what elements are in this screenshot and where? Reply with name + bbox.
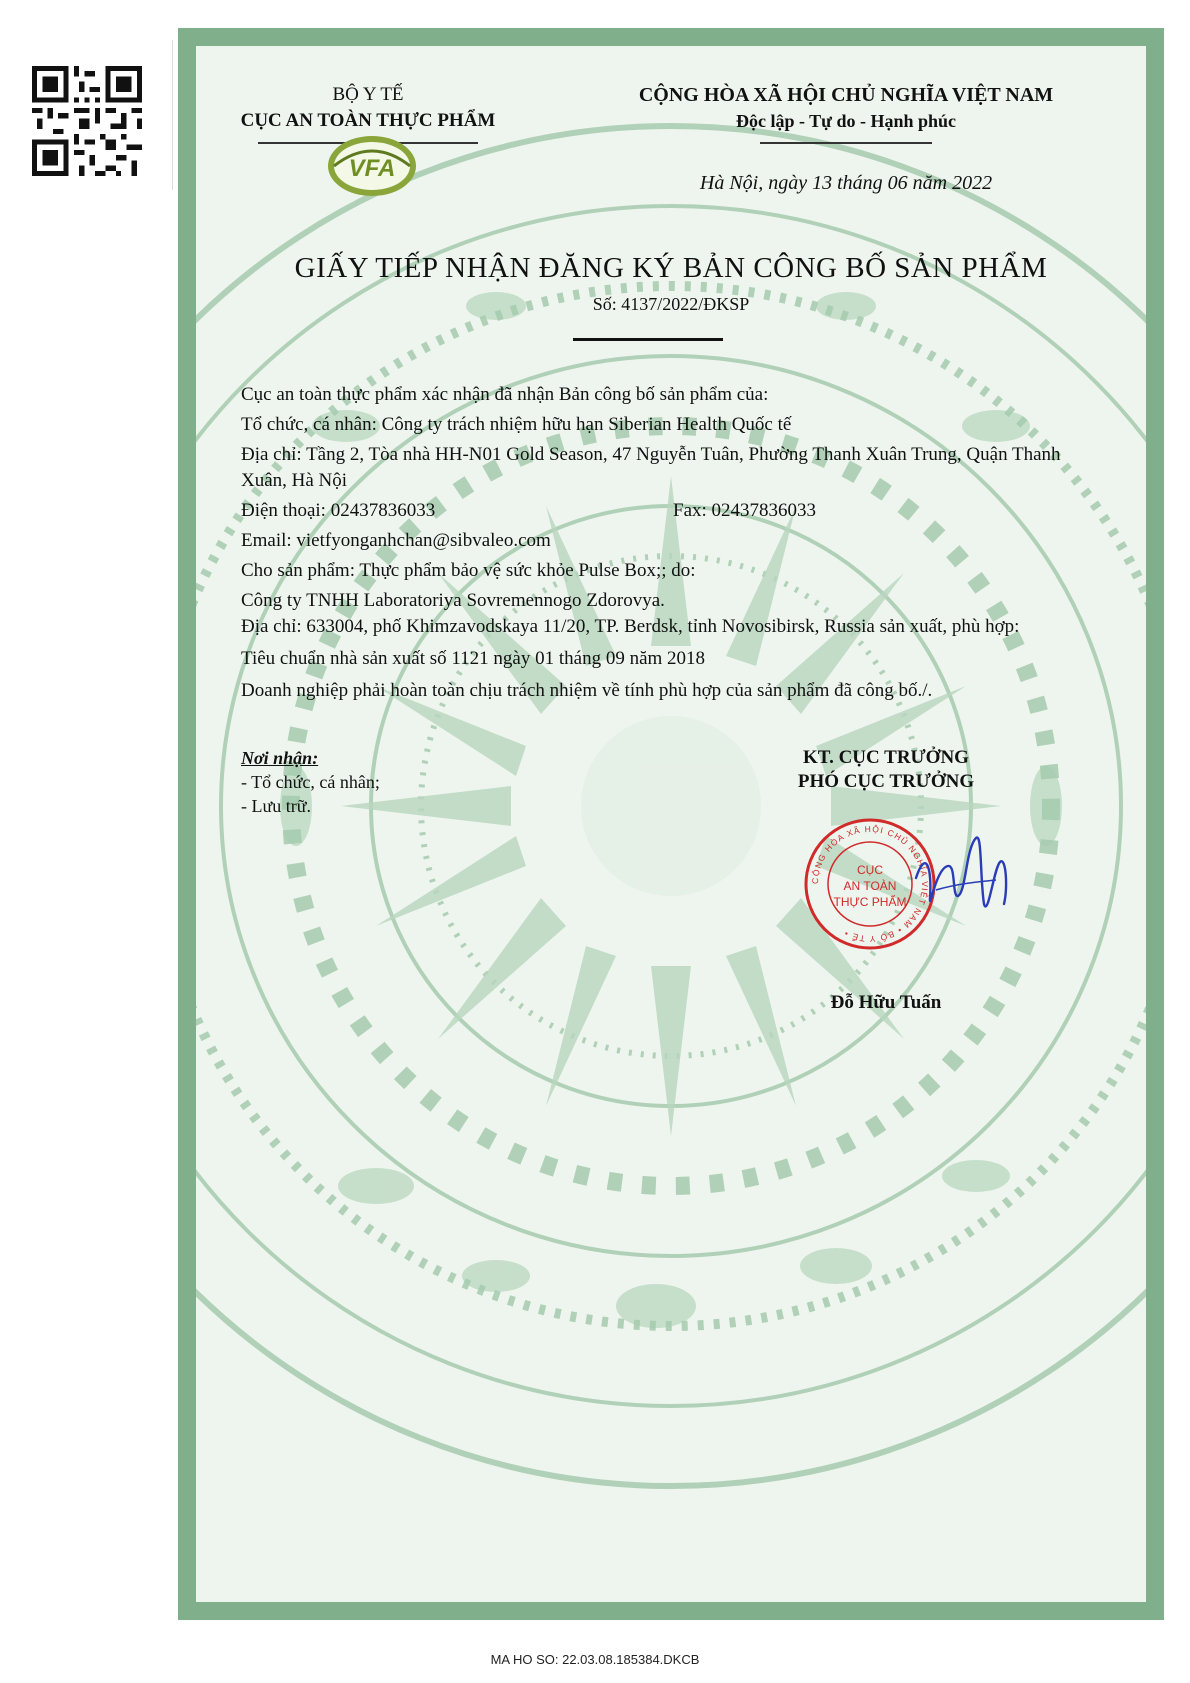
motto-underline [760,142,932,144]
certificate-body [241,382,1066,704]
organization-line: Tổ chức, cá nhân: Công ty trách nhiệm hữu hạn Siberian Health Quốc tế [241,414,792,435]
certificate-paper [196,46,1146,1602]
stamp-line2: AN TOÀN [843,879,897,893]
signatory-title-line1: KT. CỤC TRƯỞNG [803,747,969,768]
handwritten-signature [896,808,1026,938]
signatory-name: Đỗ Hữu Tuấn [830,992,942,1013]
department-name: CỤC AN TOÀN THỰC PHẨM [240,110,496,131]
vfa-logo [324,126,420,202]
vfa-logo-text: VFA [348,155,396,182]
ministry-name: BỘ Y TẾ [332,84,404,105]
product-line: Cho sản phẩm: Thực phẩm bảo vệ sức khỏe Pulse Box;; do: [241,560,696,581]
recipients-label: Nơi nhận: [241,748,319,768]
national-motto: Độc lập - Tự do - Hạnh phúc [735,111,957,131]
recipients-block [241,746,380,818]
signatory-title [756,746,1016,794]
responsibility-line: Doanh nghiệp phải hoàn toàn chịu trách nhiệm về tính phù hợp của sản phẩm đã công bố./. [241,680,933,701]
email-line: Email: vietfyonganhchan@sibvaleo.com [241,530,551,551]
qr-code [32,66,142,176]
recipient-item: - Tổ chức, cá nhân; [241,772,380,792]
title-underline [573,338,723,341]
country-name: CỘNG HÒA XÃ HỘI CHỦ NGHĨA VIỆT NAM [638,84,1054,106]
address-line: Địa chỉ: Tầng 2, Tòa nhà HH-N01 Gold Season, 47 Nguyễn Tuân, Phường Thanh Xuân Trung, Quận Thanh Xuân, Hà Nội [241,444,1061,491]
recipient-item: - Lưu trữ. [241,796,311,816]
stamp-line3: THỰC PHẨM [833,895,907,909]
standard-line: Tiêu chuẩn nhà sản xuất số 1121 ngày 01 tháng 09 năm 2018 [241,648,706,669]
contact-row [241,498,1066,524]
stamp-ring-text: CỘNG HÒA XÃ HỘI CHỦ NGHĨA VIỆT NAM • BỘ Y TẾ • [809,823,931,945]
issue-date: Hà Nội, ngày 13 tháng 06 năm 2022 [699,172,993,194]
fax-line: Fax: 02437836033 [673,500,817,521]
manufacturer-line: Công ty TNHH Laboratoriya Sovremennogo Zdorovya. [241,590,665,611]
stamp-line1: CỤC [857,863,883,877]
certificate-frame [178,28,1164,1620]
document-number: Số: 4137/2022/ĐKSP [592,294,750,314]
qr-separator [172,40,173,190]
dossier-code: MA HO SO: 22.03.08.185384.DKCB [490,1652,700,1667]
intro-text: Cục an toàn thực phẩm xác nhận đã nhận Bản công bố sản phẩm của: [241,384,769,405]
signatory-title-line2: PHÓ CỤC TRƯỞNG [797,771,975,792]
national-header [586,82,1106,134]
phone-line: Điện thoại: 02437836033 [241,500,436,521]
manufacturer-address-line: Địa chỉ: 633004, phố Khimzavodskaya 11/20, TP. Berdsk, tỉnh Novosibirsk, Russia sản xuất, phù hợp: [241,616,1020,637]
document-title: GIẤY TIẾP NHẬN ĐĂNG KÝ BẢN CÔNG BỐ SẢN PHẨM [294,252,1048,284]
